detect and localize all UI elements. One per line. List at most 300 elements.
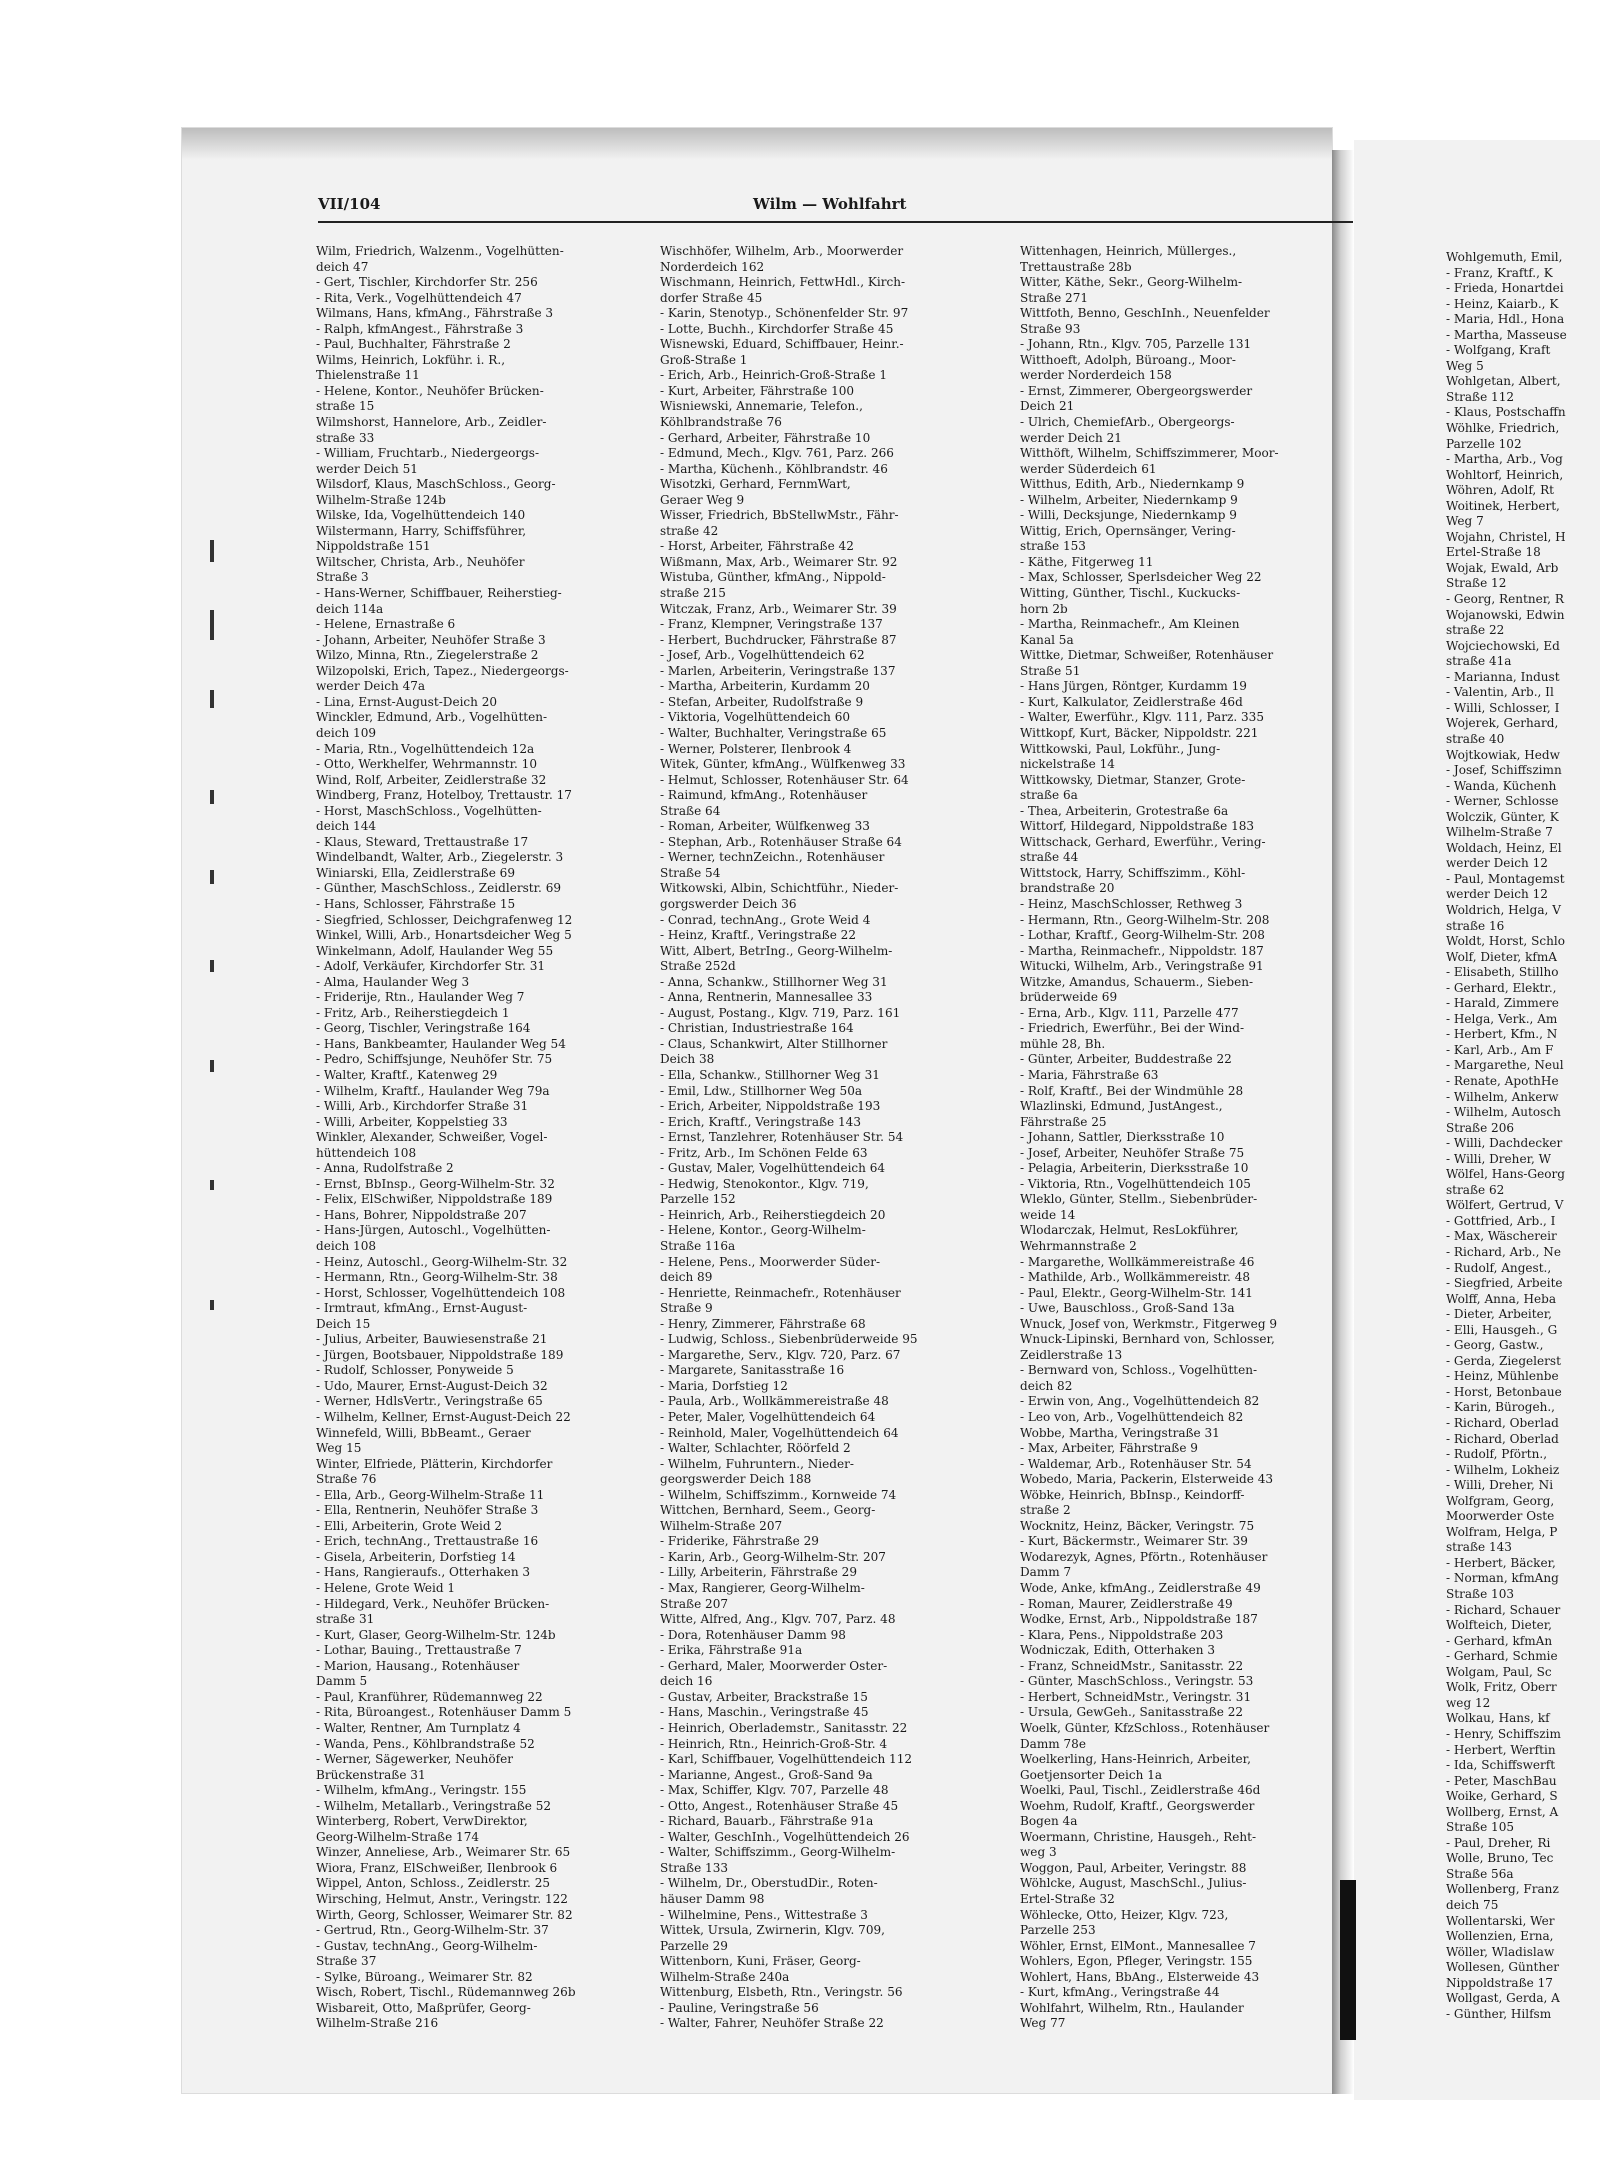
directory-entry-line: Woldrich, Helga, V bbox=[1446, 902, 1561, 917]
directory-entry-line: straße 153 bbox=[1020, 539, 1086, 554]
directory-entry-line: Wollesen, Günther bbox=[1446, 1960, 1560, 1975]
directory-entry-line: - Sylke, Büroang., Weimarer Str. 82 bbox=[316, 1969, 533, 1984]
directory-entry-line: - Klara, Pens., Nippoldstraße 203 bbox=[1020, 1627, 1224, 1642]
directory-entry-line: Wolkau, Hans, kf bbox=[1446, 1711, 1550, 1726]
directory-entry-line: Wöhlecke, Otto, Heizer, Klgv. 723, bbox=[1020, 1907, 1229, 1922]
directory-entry-line: - Gustav, Maler, Vogelhüttendeich 64 bbox=[660, 1161, 886, 1176]
directory-entry-line: - Leo von, Arb., Vogelhüttendeich 82 bbox=[1020, 1410, 1244, 1425]
directory-entry-line: - Lothar, Bauing., Trettaustraße 7 bbox=[316, 1643, 522, 1658]
directory-entry-line: Wolfgram, Georg, bbox=[1446, 1493, 1555, 1508]
directory-entry-line: - Max, Schlosser, Sperlsdeicher Weg 22 bbox=[1020, 570, 1262, 585]
directory-entry-line: weide 14 bbox=[1020, 1207, 1076, 1222]
directory-entry-line: Windelbandt, Walter, Arb., Ziegelerstr. 3 bbox=[316, 850, 564, 865]
directory-entry-line: Winzer, Anneliese, Arb., Weimarer Str. 65 bbox=[316, 1845, 571, 1860]
directory-entry-line: - Richard, Oberlad bbox=[1446, 1416, 1559, 1431]
directory-entry-line: Wilmans, Hans, kfmAng., Fährstraße 3 bbox=[316, 306, 554, 321]
directory-entry-line: - Paula, Arb., Wollkämmereistraße 48 bbox=[660, 1394, 889, 1409]
directory-entry-line: - Frieda, Honartdei bbox=[1446, 281, 1564, 296]
directory-entry-line: Witthus, Edith, Arb., Niedernkamp 9 bbox=[1020, 477, 1245, 492]
directory-entry-line: - Gottfried, Arb., I bbox=[1446, 1213, 1556, 1228]
directory-entry-line: Wolf, Dieter, kfmA bbox=[1446, 949, 1557, 964]
directory-entry-line: - Raimund, kfmAng., Rotenhäuser bbox=[660, 788, 868, 803]
directory-entry-line: - Friderije, Rtn., Haulander Weg 7 bbox=[316, 990, 525, 1005]
directory-entry-line: Groß-Straße 1 bbox=[660, 352, 748, 367]
directory-entry-line: - Wilhelm, Dr., OberstudDir., Roten- bbox=[660, 1876, 878, 1891]
directory-entry-line: Wittenhagen, Heinrich, Müllerges., bbox=[1020, 244, 1237, 258]
directory-entry-line: - Pauline, Veringstraße 56 bbox=[660, 2000, 819, 2015]
directory-entry-line: horn 2b bbox=[1020, 601, 1068, 616]
directory-entry-line: - Rita, Verk., Vogelhüttendeich 47 bbox=[316, 290, 522, 305]
directory-entry-line: Wisniewski, Annemarie, Telefon., bbox=[660, 399, 863, 414]
directory-entry-line: - Josef, Schiffszimn bbox=[1446, 763, 1562, 778]
directory-entry-line: - Willi, Dreher, W bbox=[1446, 1151, 1552, 1166]
directory-entry-line: gorgswerder Deich 36 bbox=[660, 896, 797, 911]
directory-entry-line: Wilstermann, Harry, Schiffsführer, bbox=[316, 523, 527, 538]
directory-entry-line: Witt, Albert, BetrIng., Georg-Wilhelm- bbox=[660, 943, 893, 958]
directory-entry-line: - Ulrich, ChemiefArb., Obergeorgs- bbox=[1020, 415, 1235, 430]
directory-entry-line: Wilhelm-Straße 240a bbox=[660, 1969, 790, 1984]
directory-entry-line: - Maria, Hdl., Hona bbox=[1446, 312, 1565, 327]
directory-entry-line: - Alma, Haulander Weg 3 bbox=[316, 974, 470, 989]
directory-entry-line: - Siegfried, Schlosser, Deichgrafenweg 12 bbox=[316, 912, 573, 927]
directory-entry-line: Fährstraße 25 bbox=[1020, 1114, 1107, 1129]
directory-entry-line: - Herbert, Bäcker, bbox=[1446, 1555, 1556, 1570]
directory-entry-line: - Georg, Rentner, R bbox=[1446, 592, 1564, 607]
directory-entry-line: Deich 21 bbox=[1020, 399, 1075, 414]
directory-entry-line: - Willi, Arbeiter, Koppelstieg 33 bbox=[316, 1114, 508, 1129]
directory-entry-line: - Christian, Industriestraße 164 bbox=[660, 1021, 854, 1036]
directory-entry-line: - Gerhard, Maler, Moorwerder Oster- bbox=[660, 1658, 888, 1673]
directory-entry-line: - Wilhelm, Arbeiter, Niedernkamp 9 bbox=[1020, 492, 1238, 507]
directory-entry-line: - Walter, GeschInh., Vogelhüttendeich 26 bbox=[660, 1829, 910, 1844]
directory-entry-line: - Henriette, Reinmachefr., Rotenhäuser bbox=[660, 1285, 901, 1300]
directory-entry-line: - Henry, Zimmerer, Fährstraße 68 bbox=[660, 1316, 866, 1331]
directory-entry-line: Wilhelm-Straße 216 bbox=[316, 2016, 439, 2031]
directory-entry-line: - Martha, Arbeiterin, Kurdamm 20 bbox=[660, 679, 870, 694]
directory-entry-line: - Willi, Arb., Kirchdorfer Straße 31 bbox=[316, 1099, 529, 1114]
directory-entry-line: - Franz, Kraftf., K bbox=[1446, 265, 1553, 280]
directory-entry-line: Wittkowsky, Dietmar, Stanzer, Grote- bbox=[1020, 772, 1246, 787]
directory-entry-line: Straße 12 bbox=[1446, 576, 1507, 591]
directory-entry-line: - Gerda, Ziegelerst bbox=[1446, 1353, 1561, 1368]
directory-entry-line: - Richard, Bauarb., Fährstraße 91a bbox=[660, 1814, 874, 1829]
directory-entry-line: werder Deich 21 bbox=[1020, 430, 1122, 445]
directory-entry-line: Wilhelm-Straße 124b bbox=[316, 492, 446, 507]
directory-entry-line: - Erika, Fährstraße 91a bbox=[660, 1643, 803, 1658]
directory-entry-line: Wode, Anke, kfmAng., Zeidlerstraße 49 bbox=[1020, 1581, 1261, 1596]
directory-entry-line: - Anna, Rudolfstraße 2 bbox=[316, 1161, 454, 1176]
column-4-facing-page bbox=[1446, 250, 1600, 2022]
directory-entry-line: Trettaustraße 28b bbox=[1020, 259, 1132, 274]
directory-entry-line: Wittschack, Gerhard, Ewerführ., Vering- bbox=[1020, 834, 1266, 849]
directory-entry-line: - Claus, Schankwirt, Alter Stillhorner bbox=[660, 1036, 888, 1051]
directory-entry-line: weg 12 bbox=[1446, 1695, 1491, 1710]
directory-entry-line: Straße 105 bbox=[1446, 1820, 1515, 1835]
directory-entry-line: Wolle, Bruno, Tec bbox=[1446, 1851, 1554, 1866]
directory-entry-line: - Ursula, GewGeh., Sanitasstraße 22 bbox=[1020, 1705, 1244, 1720]
directory-entry-line: - Wilhelmine, Pens., Wittestraße 3 bbox=[660, 1907, 868, 1922]
directory-entry-line: - Udo, Maurer, Ernst-August-Deich 32 bbox=[316, 1378, 548, 1393]
directory-entry-line: Wöhlcke, August, MaschSchl., Julius- bbox=[1020, 1876, 1247, 1891]
directory-entry-line: Witting, Günther, Tischl., Kuckucks- bbox=[1020, 586, 1241, 601]
directory-entry-line: Wiora, Franz, ElSchweißer, Ilenbrook 6 bbox=[316, 1860, 558, 1875]
directory-entry-line: - Renate, ApothHe bbox=[1446, 1073, 1559, 1088]
directory-entry-line: deich 75 bbox=[1446, 1897, 1499, 1912]
directory-entry-line: Wittkopf, Kurt, Bäcker, Nippoldstr. 221 bbox=[1020, 725, 1259, 740]
directory-entry-line: - Walter, Ewerführ., Klgv. 111, Parz. 335 bbox=[1020, 710, 1264, 725]
directory-entry-line: - Elli, Hausgeh., G bbox=[1446, 1322, 1558, 1337]
directory-entry-line: - Pedro, Schiffsjunge, Neuhöfer Str. 75 bbox=[316, 1052, 553, 1067]
directory-entry-line: - Friedrich, Ewerführ., Bei der Wind- bbox=[1020, 1021, 1245, 1036]
directory-entry-line: Witter, Käthe, Sekr., Georg-Wilhelm- bbox=[1020, 275, 1243, 290]
margin-marks bbox=[210, 540, 224, 1740]
directory-entry-line: - William, Fruchtarb., Niedergeorgs- bbox=[316, 446, 540, 461]
directory-entry-line: - Dora, Rotenhäuser Damm 98 bbox=[660, 1627, 846, 1642]
directory-entry-line: Woehm, Rudolf, Kraftf., Georgswerder bbox=[1020, 1798, 1255, 1813]
directory-entry-line: Wischhöfer, Wilhelm, Arb., Moorwerder bbox=[660, 244, 904, 258]
directory-entry-line: Wobbe, Martha, Veringstraße 31 bbox=[1020, 1425, 1220, 1440]
directory-entry-line: Witthoeft, Adolph, Büroang., Moor- bbox=[1020, 352, 1236, 367]
directory-entry-line: - Anna, Rentnerin, Mannesallee 33 bbox=[660, 990, 873, 1005]
directory-entry-line: - Karin, Stenotyp., Schönenfelder Str. 97 bbox=[660, 306, 909, 321]
directory-entry-line: Wischmann, Heinrich, FettwHdl., Kirch- bbox=[660, 275, 906, 290]
directory-entry-line: Ertel-Straße 32 bbox=[1020, 1891, 1115, 1906]
directory-entry-line: Wojciechowski, Ed bbox=[1446, 638, 1560, 653]
directory-entry-line: Deich 15 bbox=[316, 1316, 371, 1331]
directory-entry-line: Wöhlke, Friedrich, bbox=[1446, 421, 1560, 436]
directory-entry-line: - Hans, Rangieraufs., Otterhaken 3 bbox=[316, 1565, 531, 1580]
directory-entry-line: - Franz, SchneidMstr., Sanitasstr. 22 bbox=[1020, 1658, 1244, 1673]
directory-entry-line: - Gerhard, Elektr., bbox=[1446, 980, 1557, 995]
directory-entry-line: - Helene, Ernastraße 6 bbox=[316, 617, 456, 632]
directory-entry-line: Wohlgetan, Albert, bbox=[1446, 374, 1561, 389]
directory-entry-line: - Elisabeth, Stillho bbox=[1446, 965, 1559, 980]
directory-entry-line: Weg 7 bbox=[1446, 514, 1484, 529]
directory-entry-line: - Wilhelm, kfmAng., Veringstr. 155 bbox=[316, 1783, 527, 1798]
directory-entry-line: - Dieter, Arbeiter, bbox=[1446, 1307, 1552, 1322]
directory-entry-line: - Kurt, Glaser, Georg-Wilhelm-Str. 124b bbox=[316, 1627, 556, 1642]
directory-entry-line: - Edmund, Mech., Klgv. 761, Parz. 266 bbox=[660, 446, 894, 461]
directory-entry-line: - Helene, Kontor., Georg-Wilhelm- bbox=[660, 1223, 866, 1238]
directory-entry-line: deich 109 bbox=[316, 725, 377, 740]
directory-entry-line: straße 31 bbox=[316, 1612, 375, 1627]
directory-entry-line: - Lothar, Kraftf., Georg-Wilhelm-Str. 208 bbox=[1020, 928, 1265, 943]
directory-entry-line: werder Deich 51 bbox=[316, 461, 418, 476]
directory-entry-line: - Max, Rangierer, Georg-Wilhelm- bbox=[660, 1581, 865, 1596]
directory-entry-line: - Hans, Schlosser, Fährstraße 15 bbox=[316, 896, 516, 911]
directory-entry-line: Wöller, Wladislaw bbox=[1446, 1944, 1555, 1959]
directory-entry-line: Wölfel, Hans-Georg bbox=[1446, 1167, 1565, 1182]
directory-entry-line: Wolfteich, Dieter, bbox=[1446, 1618, 1552, 1633]
directory-entry-line: - Hermann, Rtn., Georg-Wilhelm-Str. 38 bbox=[316, 1270, 558, 1285]
directory-entry-line: - Hans, Bohrer, Nippoldstraße 207 bbox=[316, 1207, 527, 1222]
directory-entry-line: Straße 3 bbox=[316, 570, 369, 585]
directory-entry-line: straße 33 bbox=[316, 430, 375, 445]
directory-entry-line: häuser Damm 98 bbox=[660, 1891, 765, 1906]
directory-entry-line: straße 44 bbox=[1020, 850, 1079, 865]
directory-entry-line: - Herbert, Buchdrucker, Fährstraße 87 bbox=[660, 632, 897, 647]
directory-entry-line: Wittstock, Harry, Schiffszimm., Köhl- bbox=[1020, 865, 1246, 880]
directory-entry-line: Nippoldstraße 17 bbox=[1446, 1975, 1553, 1990]
directory-entry-line: Parzelle 253 bbox=[1020, 1923, 1096, 1938]
directory-entry-line: - Fritz, Arb., Im Schönen Felde 63 bbox=[660, 1145, 868, 1160]
directory-entry-line: straße 215 bbox=[660, 586, 726, 601]
directory-entry-line: Winkel, Willi, Arb., Honartsdeicher Weg 5 bbox=[316, 928, 572, 943]
directory-entry-line: - Maria, Rtn., Vogelhüttendeich 12a bbox=[316, 741, 535, 756]
directory-entry-line: - Rudolf, Pförtn., bbox=[1446, 1447, 1548, 1462]
directory-entry-line: - Roman, Arbeiter, Wülfkenweg 33 bbox=[660, 819, 870, 834]
directory-entry-line: - Wilhelm, Fuhruntern., Nieder- bbox=[660, 1456, 854, 1471]
directory-entry-line: Wojtkowiak, Hedw bbox=[1446, 747, 1560, 762]
directory-entry-line: Woitinek, Herbert, bbox=[1446, 498, 1560, 513]
directory-entry-line: straße 6a bbox=[1020, 788, 1078, 803]
directory-entry-line: Damm 7 bbox=[1020, 1565, 1072, 1580]
directory-entry-line: Wittenburg, Elsbeth, Rtn., Veringstr. 56 bbox=[660, 1985, 903, 2000]
directory-entry-line: - Kurt, Kalkulator, Zeidlerstraße 46d bbox=[1020, 694, 1243, 709]
directory-entry-line: - Viktoria, Rtn., Vogelhüttendeich 105 bbox=[1020, 1176, 1251, 1191]
directory-entry-line: - Walter, Fahrer, Neuhöfer Straße 22 bbox=[660, 2016, 884, 2031]
directory-entry-line: Wolff, Anna, Heba bbox=[1446, 1291, 1557, 1306]
directory-entry-line: - Gert, Tischler, Kirchdorfer Str. 256 bbox=[316, 275, 538, 290]
directory-entry-line: - Peter, MaschBau bbox=[1446, 1773, 1557, 1788]
directory-entry-line: Wisbareit, Otto, Maßprüfer, Georg- bbox=[316, 2000, 531, 2015]
directory-entry-line: Straße 103 bbox=[1446, 1587, 1515, 1602]
directory-entry-line: - Heinz, Autoschl., Georg-Wilhelm-Str. 32 bbox=[316, 1254, 568, 1269]
directory-entry-line: - Erich, Arbeiter, Nippoldstraße 193 bbox=[660, 1099, 881, 1114]
directory-entry-line: - Ella, Rentnerin, Neuhöfer Straße 3 bbox=[316, 1503, 539, 1518]
directory-entry-line: - Rudolf, Schlosser, Ponyweide 5 bbox=[316, 1363, 514, 1378]
directory-entry-line: - Gustav, Arbeiter, Brackstraße 15 bbox=[660, 1689, 868, 1704]
directory-entry-line: Straße 56a bbox=[1446, 1866, 1514, 1881]
directory-entry-line: Wocknitz, Heinz, Bäcker, Veringstr. 75 bbox=[1020, 1518, 1255, 1533]
directory-entry-line: Wolgam, Paul, Sc bbox=[1446, 1664, 1552, 1679]
directory-entry-line: - Walter, Schlachter, Röörfeld 2 bbox=[660, 1441, 851, 1456]
directory-entry-line: Windberg, Franz, Hotelboy, Trettaustr. 17 bbox=[316, 788, 572, 803]
directory-entry-line: Winiarski, Ella, Zeidlerstraße 69 bbox=[316, 865, 516, 880]
directory-entry-line: - August, Postang., Klgv. 719, Parz. 161 bbox=[660, 1005, 901, 1020]
directory-entry-line: Winnefeld, Willi, BbBeamt., Geraer bbox=[316, 1425, 531, 1440]
directory-entry-line: - Marion, Hausang., Rotenhäuser bbox=[316, 1658, 520, 1673]
directory-entry-line: - Roman, Maurer, Zeidlerstraße 49 bbox=[1020, 1596, 1233, 1611]
directory-entry-line: - Margarete, Sanitasstraße 16 bbox=[660, 1363, 845, 1378]
directory-entry-line: Parzelle 102 bbox=[1446, 436, 1522, 451]
directory-entry-line: Wöbke, Heinrich, BbInsp., Keindorff- bbox=[1020, 1487, 1245, 1502]
directory-entry-line: Winter, Elfriede, Plätterin, Kirchdorfer bbox=[316, 1456, 553, 1471]
directory-entry-line: - Max, Wäschereir bbox=[1446, 1229, 1557, 1244]
directory-entry-line: Straße 271 bbox=[1020, 290, 1089, 305]
directory-entry-line: Damm 78e bbox=[1020, 1736, 1086, 1751]
directory-entry-line: Wittchen, Bernhard, Seem., Georg- bbox=[660, 1503, 876, 1518]
directory-entry-line: Witczak, Franz, Arb., Weimarer Str. 39 bbox=[660, 601, 897, 616]
directory-entry-line: - Martha, Arb., Vog bbox=[1446, 452, 1563, 467]
directory-entry-line: Wilhelm-Straße 207 bbox=[660, 1518, 783, 1533]
directory-entry-line: Wnuck-Lipinski, Bernhard von, Schlosser, bbox=[1020, 1332, 1275, 1347]
directory-entry-line: - Ida, Schiffswerft bbox=[1446, 1758, 1556, 1773]
directory-entry-line: werder Norderdeich 158 bbox=[1020, 368, 1172, 383]
directory-entry-line: - Günther, MaschSchloss., Zeidlerstr. 69 bbox=[316, 881, 562, 896]
directory-entry-line: - Helene, Pens., Moorwerder Süder- bbox=[660, 1254, 881, 1269]
directory-entry-line: Geraer Weg 9 bbox=[660, 492, 745, 507]
directory-entry-line: - Helene, Kontor., Neuhöfer Brücken- bbox=[316, 383, 544, 398]
directory-entry-line: - Herbert, SchneidMstr., Veringstr. 31 bbox=[1020, 1689, 1252, 1704]
directory-entry-line: Straße 116a bbox=[660, 1239, 736, 1253]
directory-entry-line: Winterberg, Robert, VerwDirektor, bbox=[316, 1814, 528, 1829]
directory-entry-line: - Max, Arbeiter, Fährstraße 9 bbox=[1020, 1441, 1198, 1456]
directory-entry-line: Parzelle 29 bbox=[660, 1938, 728, 1953]
directory-entry-line: deich 47 bbox=[316, 259, 369, 274]
directory-entry-line: Wittfoth, Benno, GeschInh., Neuenfelder bbox=[1020, 306, 1270, 321]
directory-entry-line: - Heinrich, Rtn., Heinrich-Groß-Str. 4 bbox=[660, 1736, 888, 1751]
directory-entry-line: - Herbert, Kfm., N bbox=[1446, 1027, 1558, 1042]
directory-entry-line: Damm 5 bbox=[316, 1674, 368, 1689]
directory-entry-line: - Marianna, Indust bbox=[1446, 669, 1560, 684]
directory-entry-line: - Viktoria, Vogelhüttendeich 60 bbox=[660, 710, 851, 725]
directory-entry-line: Parzelle 152 bbox=[660, 1192, 736, 1207]
directory-entry-line: Wilhelm-Straße 7 bbox=[1446, 825, 1553, 840]
directory-entry-line: Straße 112 bbox=[1446, 389, 1515, 404]
directory-entry-line: Wodniczak, Edith, Otterhaken 3 bbox=[1020, 1643, 1216, 1658]
directory-entry-line: - Lina, Ernst-August-Deich 20 bbox=[316, 694, 498, 709]
directory-entry-line: - Walter, Buchhalter, Veringstraße 65 bbox=[660, 725, 887, 740]
directory-entry-line: Straße 64 bbox=[660, 803, 721, 818]
directory-entry-line: - Erna, Arb., Klgv. 111, Parzelle 477 bbox=[1020, 1005, 1239, 1020]
directory-entry-line: Straße 133 bbox=[660, 1860, 729, 1875]
directory-entry-line: Wobedo, Maria, Packerin, Elsterweide 43 bbox=[1020, 1472, 1274, 1487]
directory-entry-line: Woldt, Horst, Schlo bbox=[1446, 934, 1565, 949]
directory-entry-line: - Willi, Dreher, Ni bbox=[1446, 1478, 1554, 1493]
directory-entry-line: - Paul, Dreher, Ri bbox=[1446, 1835, 1551, 1850]
directory-entry-line: - Willi, Decksjunge, Niedernkamp 9 bbox=[1020, 508, 1237, 523]
directory-entry-line: Witte, Alfred, Ang., Klgv. 707, Parz. 48 bbox=[660, 1612, 896, 1627]
directory-entry-line: deich 82 bbox=[1020, 1378, 1073, 1393]
directory-entry-line: - Horst, MaschSchloss., Vogelhütten- bbox=[316, 803, 542, 818]
directory-entry-line: - Wolfgang, Kraft bbox=[1446, 343, 1551, 358]
directory-entry-line: Straße 54 bbox=[660, 865, 721, 880]
directory-entry-line: Wojak, Ewald, Arb bbox=[1446, 560, 1559, 575]
directory-entry-line: - Rita, Büroangest., Rotenhäuser Damm 5 bbox=[316, 1705, 572, 1720]
directory-entry-line: Wnuck, Josef von, Werkmstr., Fitgerweg 9 bbox=[1020, 1316, 1278, 1331]
directory-entry-line: - Gisela, Arbeiterin, Dorfstieg 14 bbox=[316, 1549, 516, 1564]
directory-entry-line: - Günther, Hilfsm bbox=[1446, 2006, 1552, 2021]
directory-entry-line: - Uwe, Bauschloss., Groß-Sand 13a bbox=[1020, 1301, 1235, 1316]
directory-entry-line: - Martha, Reinmachefr., Nippoldstr. 187 bbox=[1020, 943, 1264, 958]
directory-entry-line: - Conrad, technAng., Grote Weid 4 bbox=[660, 912, 871, 927]
directory-entry-line: Winkelmann, Adolf, Haulander Weg 55 bbox=[316, 943, 554, 958]
directory-entry-line: Witzke, Amandus, Schauerm., Sieben- bbox=[1020, 974, 1254, 989]
directory-entry-line: - Klaus, Steward, Trettaustraße 17 bbox=[316, 834, 529, 849]
directory-entry-line: Wollentarski, Wer bbox=[1446, 1913, 1555, 1928]
directory-entry-line: Wittig, Erich, Opernsänger, Vering- bbox=[1020, 523, 1236, 538]
column-3 bbox=[1020, 244, 1350, 2032]
directory-entry-line: - Werner, Polsterer, Ilenbrook 4 bbox=[660, 741, 852, 756]
directory-entry-line: deich 16 bbox=[660, 1674, 713, 1689]
directory-entry-line: - Gerhard, kfmAn bbox=[1446, 1633, 1553, 1648]
directory-entry-line: - Kurt, Bäckermstr., Weimarer Str. 39 bbox=[1020, 1534, 1248, 1549]
directory-entry-line: Wöhler, Ernst, ElMont., Mannesallee 7 bbox=[1020, 1938, 1256, 1953]
directory-entry-line: - Kurt, kfmAng., Veringstraße 44 bbox=[1020, 1985, 1220, 2000]
directory-entry-line: Woermann, Christine, Hausgeh., Reht- bbox=[1020, 1829, 1257, 1844]
directory-entry-line: Wojerek, Gerhard, bbox=[1446, 716, 1559, 731]
directory-entry-line: - Bernward von, Schloss., Vogelhütten- bbox=[1020, 1363, 1258, 1378]
directory-entry-line: Wisser, Friedrich, BbStellwMstr., Fähr- bbox=[660, 508, 899, 523]
directory-entry-line: Wojanowski, Edwin bbox=[1446, 607, 1565, 622]
directory-entry-line: - Werner, Schlosse bbox=[1446, 794, 1559, 809]
directory-entry-line: - Martha, Reinmachefr., Am Kleinen bbox=[1020, 617, 1240, 632]
directory-entry-line: - Heinz, Kaiarb., K bbox=[1446, 296, 1559, 311]
directory-entry-line: - Günter, MaschSchloss., Veringstr. 53 bbox=[1020, 1674, 1254, 1689]
directory-entry-line: - Elli, Arbeiterin, Grote Weid 2 bbox=[316, 1518, 503, 1533]
directory-entry-line: - Wilhelm, Kellner, Ernst-August-Deich 22 bbox=[316, 1410, 571, 1425]
directory-entry-line: - Georg, Gastw., bbox=[1446, 1338, 1544, 1353]
column-2 bbox=[660, 244, 1005, 2032]
directory-entry-line: - Hermann, Rtn., Georg-Wilhelm-Str. 208 bbox=[1020, 912, 1270, 927]
directory-entry-line: - Wilhelm, Autosch bbox=[1446, 1105, 1561, 1120]
directory-entry-line: straße 41a bbox=[1446, 654, 1512, 669]
directory-entry-line: Wirsching, Helmut, Anstr., Veringstr. 122 bbox=[316, 1891, 568, 1906]
directory-entry-line: - Johann, Sattler, Dierksstraße 10 bbox=[1020, 1130, 1225, 1145]
column-1 bbox=[316, 244, 646, 2032]
directory-entry-line: deich 89 bbox=[660, 1270, 713, 1285]
directory-entry-line: - Siegfried, Arbeite bbox=[1446, 1276, 1563, 1291]
directory-entry-line: - Ernst, BbInsp., Georg-Wilhelm-Str. 32 bbox=[316, 1176, 555, 1191]
directory-entry-line: Wittke, Dietmar, Schweißer, Rotenhäuser bbox=[1020, 648, 1274, 663]
directory-entry-line: - Emil, Ldw., Stillhorner Weg 50a bbox=[660, 1083, 863, 1098]
directory-entry-line: - Hedwig, Stenokontor., Klgv. 719, bbox=[660, 1176, 869, 1191]
directory-entry-line: - Paul, Montagemst bbox=[1446, 871, 1565, 886]
directory-entry-line: - Erich, technAng., Trettaustraße 16 bbox=[316, 1534, 539, 1549]
directory-entry-line: - Irmtraut, kfmAng., Ernst-August- bbox=[316, 1301, 528, 1316]
directory-entry-line: Moorwerder Oste bbox=[1446, 1509, 1555, 1524]
directory-entry-line: Witek, Günter, kfmAng., Wülfkenweg 33 bbox=[660, 757, 906, 772]
directory-entry-line: Wittorf, Hildegard, Nippoldstraße 183 bbox=[1020, 819, 1255, 834]
directory-entry-line: - Rolf, Kraftf., Bei der Windmühle 28 bbox=[1020, 1083, 1244, 1098]
directory-entry-line: - Maria, Dorfstieg 12 bbox=[660, 1378, 788, 1393]
directory-entry-line: Wodarezyk, Agnes, Pförtn., Rotenhäuser bbox=[1020, 1549, 1268, 1564]
directory-entry-line: - Wilhelm, Schiffszimm., Kornweide 74 bbox=[660, 1487, 897, 1502]
directory-entry-line: - Hans, Maschin., Veringstraße 45 bbox=[660, 1705, 869, 1720]
directory-entry-line: - Max, Schiffer, Klgv. 707, Parzelle 48 bbox=[660, 1783, 889, 1798]
directory-entry-line: - Wilhelm, Kraftf., Haulander Weg 79a bbox=[316, 1083, 550, 1098]
directory-entry-line: straße 22 bbox=[1446, 623, 1505, 638]
directory-entry-line: - Ernst, Tanzlehrer, Rotenhäuser Str. 54 bbox=[660, 1130, 904, 1145]
directory-entry-line: - Johann, Arbeiter, Neuhöfer Straße 3 bbox=[316, 632, 546, 647]
directory-entry-line: - Gustav, technAng., Georg-Wilhelm- bbox=[316, 1938, 538, 1953]
directory-entry-line: Wippel, Anton, Schloss., Zeidlerstr. 25 bbox=[316, 1876, 551, 1891]
directory-entry-line: Goetjensorter Deich 1a bbox=[1020, 1767, 1163, 1782]
directory-entry-line: - Fritz, Arb., Reiherstiegdeich 1 bbox=[316, 1005, 510, 1020]
directory-entry-line: Wolczik, Günter, K bbox=[1446, 809, 1559, 824]
directory-entry-line: Wilms, Heinrich, Lokführ. i. R., bbox=[316, 352, 506, 367]
directory-entry-line: - Martha, Küchenh., Köhlbrandstr. 46 bbox=[660, 461, 888, 476]
directory-entry-line: Witkowski, Albin, Schichtführ., Nieder- bbox=[660, 881, 899, 896]
directory-entry-line: Wleklo, Günter, Stellm., Siebenbrüder- bbox=[1020, 1192, 1258, 1207]
directory-entry-line: - Georg, Tischler, Veringstraße 164 bbox=[316, 1021, 531, 1036]
directory-entry-line: - Helene, Grote Weid 1 bbox=[316, 1581, 456, 1596]
directory-entry-line: Wollenzien, Erna, bbox=[1446, 1929, 1554, 1944]
directory-entry-line: - Anna, Schankw., Stillhorner Weg 31 bbox=[660, 974, 888, 989]
directory-entry-line: - Ella, Schankw., Stillhorner Weg 31 bbox=[660, 1067, 880, 1082]
directory-entry-line: - Otto, Werkhelfer, Wehrmannstr. 10 bbox=[316, 757, 537, 772]
directory-entry-line: Brückenstraße 31 bbox=[316, 1767, 426, 1782]
directory-entry-line: Wittenborn, Kuni, Fräser, Georg- bbox=[660, 1954, 861, 1969]
directory-entry-line: - Wilhelm, Lokheiz bbox=[1446, 1462, 1560, 1477]
directory-entry-line: - Wanda, Küchenh bbox=[1446, 778, 1557, 793]
directory-entry-line: - Richard, Schauer bbox=[1446, 1602, 1561, 1617]
directory-entry-line: Straße 37 bbox=[316, 1954, 377, 1969]
directory-entry-line: - Margarethe, Wollkämmereistraße 46 bbox=[1020, 1254, 1255, 1269]
directory-entry-line: - Heinz, MaschSchlosser, Rethweg 3 bbox=[1020, 896, 1243, 911]
directory-entry-line: Ertel-Straße 18 bbox=[1446, 545, 1541, 560]
